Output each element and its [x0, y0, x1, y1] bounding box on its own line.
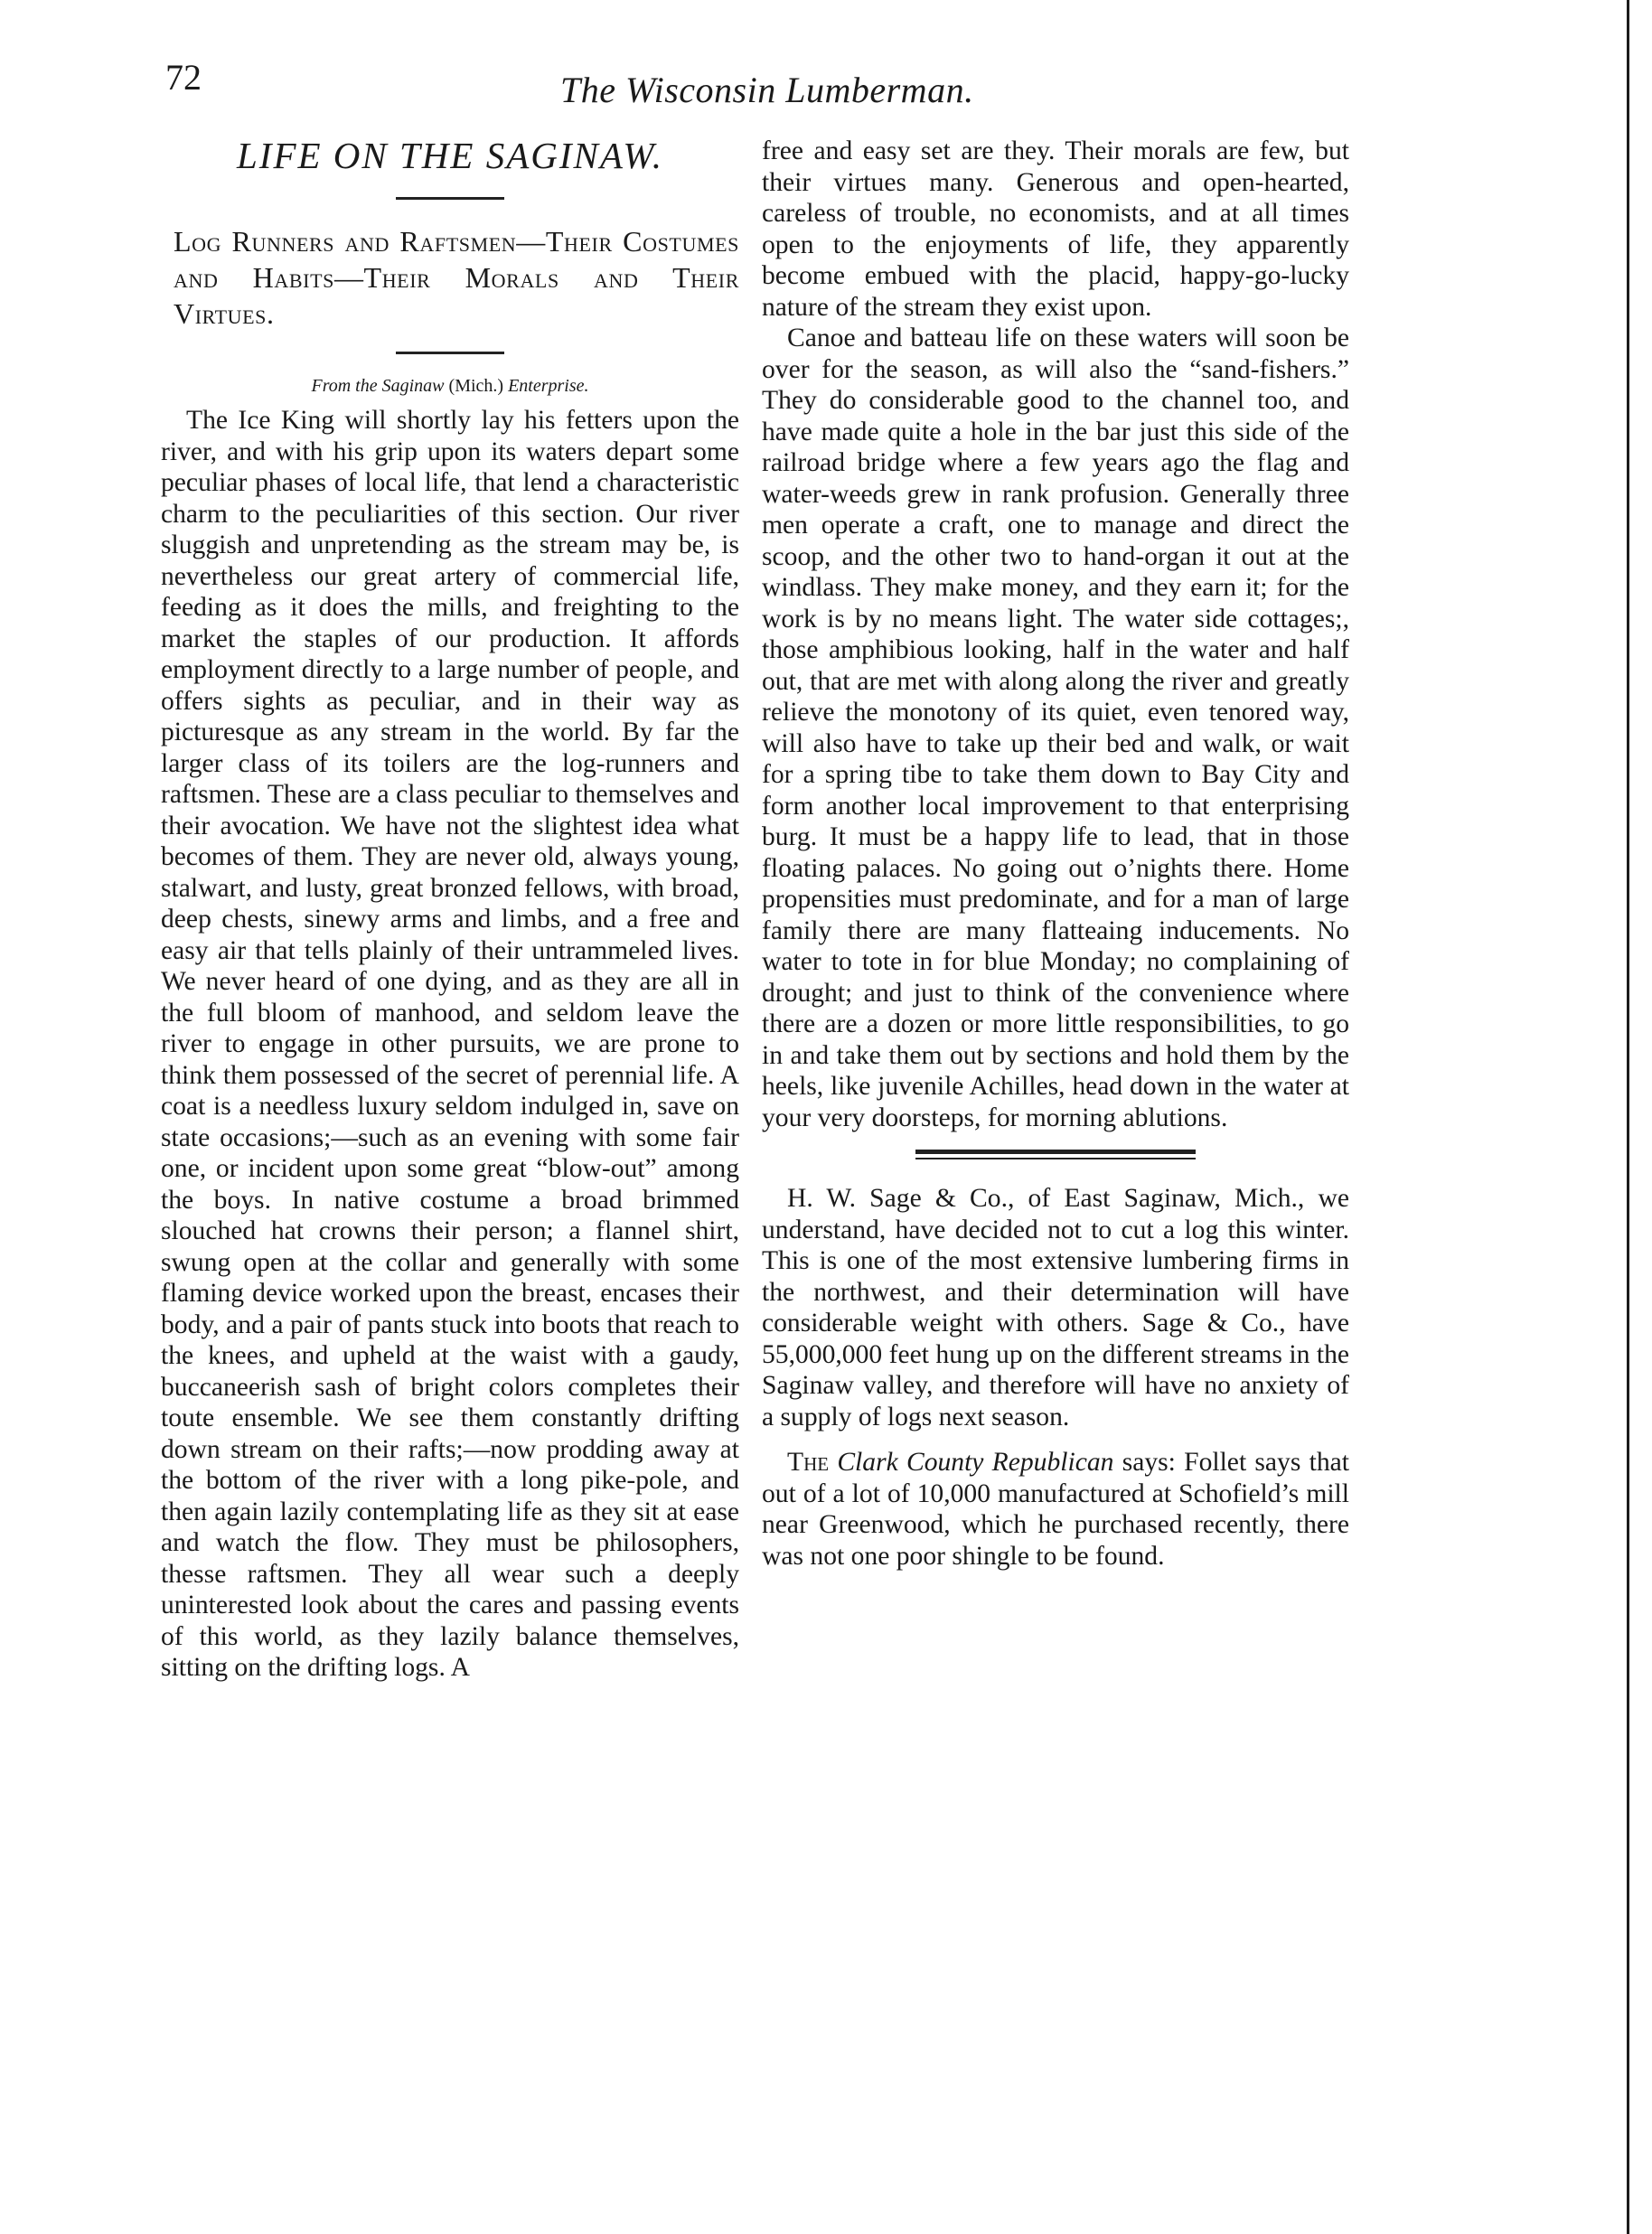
article-title: LIFE ON THE SAGINAW. [236, 135, 664, 176]
news-item-sage: H. W. Sage & Co., of East Saginaw, Mich., we understand, have decided not to cut a log this winter. This is one of the most extensive lumbering firms in the northwest, and their determination will have considerable weight with others. Sage & Co., have 55,000,000 feet hung up on the different streams in the Saginaw valley, and therefore will have no anxiety of a supply of logs next season. [762, 1184, 1349, 1431]
credit-prefix: From the [311, 376, 378, 396]
source-credit [161, 374, 739, 398]
left-column [161, 136, 739, 1684]
credit-region: (Mich.) [448, 376, 504, 396]
news-item-paper: Clark County Republican [837, 1448, 1114, 1477]
news-item-clark-county [762, 1447, 1349, 1572]
credit-source: Saginaw [381, 376, 445, 396]
article-paragraph-1: The Ice King will shortly lay his fetters upon the river, and with his grip upon its waters depart some peculiar phases of local life, that lend a characteristic charm to the peculiarities of this section. Our river sluggish and unpretending as the stream may be, is nevertheless our great artery of commercial life, feeding as it does the mills, and freighting to the market the staples of our production. It affords employment directly to a large number of people, and offers sights as peculiar, and in their way as picturesque as any stream in the world. By far the larger class of its toilers are the log-runners and raftsmen. These are a class peculiar to themselves and their avocation. We have not the slightest idea what becomes of them. They are never old, always young, stalwart, and lusty, great bronzed fellows, with broad, deep chests, sinewy arms and limbs, and a free and easy air that tells plainly of their untrammeled lives. We never heard of one dying, and as they are all in the full bloom of manhood, and seldom leave the river to engage in other pursuits, we are prone to think them possessed of the secret of perennial life. A coat is a needless luxury seldom indulged in, save on state occasions;—such as an evening with some fair one, or incident upon some great “blow-out” among the boys. In native costume a broad brimmed slouched hat crowns their person; a flannel shirt, swung open at the collar and generally with some flaming device worked upon the breast, encases their body, and a pair of pants stuck into boots that reach to the knees, and upheld at the waist with a gaudy, buccaneerish sash of bright colors completes their toute ensemble. We see them constantly drifting down stream on their rafts;—now prodding away at the bottom of the river with a long pike-pole, and then again lazily contemplating life as they sit at ease and watch the flow. They must be philosophers, thesse raftsmen. They all wear such a deeply uninterested look about the cares and passing events of this world, as they lazily balance themselves, sitting on the drifting logs. A [161, 406, 739, 1682]
right-column [762, 136, 1349, 1572]
page-number: 72 [165, 57, 202, 98]
article-paragraph-2: Canoe and batteau life on these waters will soon be over for the season, as will also the “sand-fishers.” They do considerable good to the channel too, and have made quite a hole in the bar just this side of the railroad bridge where a few years ago the flag and water-weeds grew in rank profusion. Generally three men operate a craft, one to manage and direct the scoop, and the other two to hand-organ it out at the windlass. They make money, and they earn it; for the work is by no means light. The water side cottages;, those amphibious looking, half in the water and half out, that are met with along along the river and greatly relieve the monotony of its quiet, even tenored way, will also have to take up their bed and walk, or wait for a spring tibe to take them down to Bay City and form another local improvement to that enterprising burg. It must be a happy life to lead, that in those floating palaces. No going out o’nights there. Home propensities must predominate, and for a man of large family there are many flatteaing inducements. No water to tote in for blue Monday; no complaining of drought; and just to think of the convenience where there are a dozen or more little responsibilities, to go in and take them out by sections and hold them by the heels, like juvenile Achilles, head down in the water at your very doorsteps, for morning ablutions. [762, 324, 1349, 1132]
article-subheading: Log Runners and Raftsmen—Their Costumes and Habits—Their Morals and Their Virtues. [174, 225, 739, 330]
article-end-rule [915, 1150, 1196, 1159]
subheading-rule [396, 352, 504, 354]
title-rule [396, 197, 504, 200]
page-edge-rule [1627, 0, 1629, 2234]
news-item-lead: The [787, 1448, 830, 1477]
news-item-quote: says: Follet says that out of a lot of 10,000 manufactured at Schofield’s mill near Greenwood, which he purchased recently, there was not one poor shingle to be found. [762, 1448, 1349, 1571]
running-head: The Wisconsin Lumberman. [560, 70, 974, 110]
article-paragraph-1-continued: free and easy set are they. Their morals are few, but their virtues many. Generous and open-hearted, careless of trouble, no economists, and at all times open to the enjoyments of life, they apparently become embued with the placid, happy-go-lucky nature of the stream they exist upon. [762, 136, 1349, 322]
credit-paper: Enterprise. [508, 376, 589, 396]
